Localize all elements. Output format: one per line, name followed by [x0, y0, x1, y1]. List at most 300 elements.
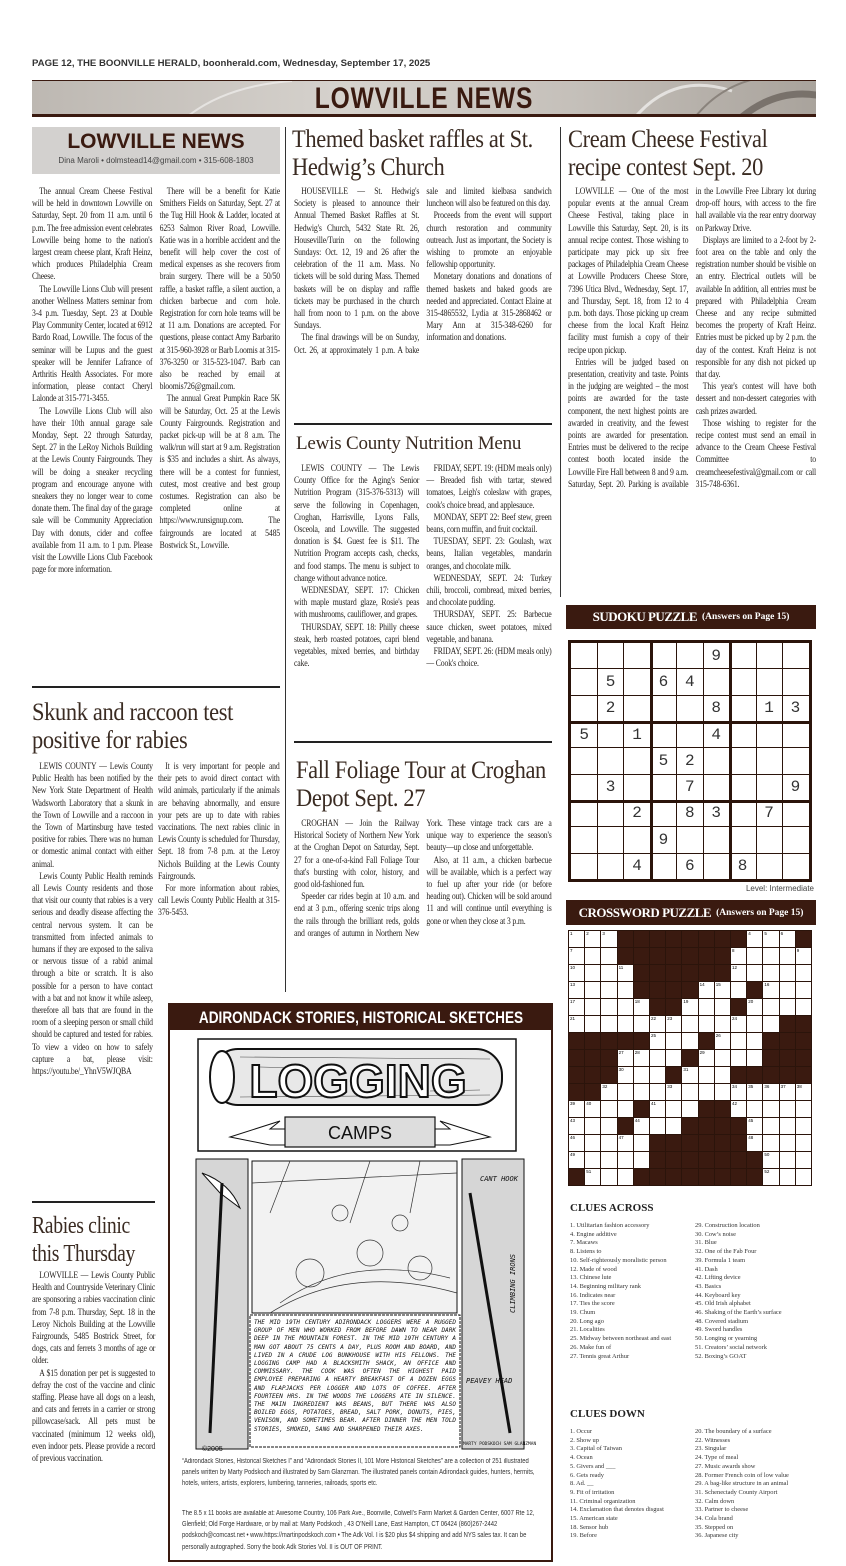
clues-down-title: CLUES DOWN — [570, 1408, 645, 1420]
clue-number: 33 — [667, 1084, 673, 1089]
crossword-black-square — [699, 931, 714, 947]
crossword-cell[interactable] — [618, 1101, 633, 1117]
crossword-black-square — [715, 931, 730, 947]
sudoku-row: 2 8 13 — [579, 699, 818, 718]
crossword-black-square — [796, 1016, 811, 1032]
crossword-cell[interactable] — [731, 1050, 746, 1066]
clue-item: 15. American state — [570, 1515, 618, 1523]
crossword-cell[interactable] — [747, 1016, 762, 1032]
crossword-cell[interactable] — [650, 1033, 665, 1049]
foliage-article — [294, 818, 552, 940]
crossword-cell[interactable] — [634, 1067, 649, 1083]
crossword-black-square — [634, 948, 649, 964]
clue-item: 28. Former French coin of low value — [695, 1471, 789, 1479]
clue-item: 16. Indicates near — [570, 1291, 616, 1299]
clue-number: 44 — [634, 1118, 640, 1123]
crossword-black-square — [796, 931, 811, 947]
clue-item: 1. Occur — [570, 1428, 593, 1435]
crossword-cell[interactable] — [650, 1118, 665, 1134]
clue-item: 32. One of the Fab Four — [695, 1248, 757, 1256]
crossword-cell[interactable] — [780, 931, 795, 947]
crossword-cell[interactable] — [650, 1016, 665, 1032]
crossword-cell[interactable] — [618, 1050, 633, 1066]
clue-item: 9. Fit of irritation — [570, 1488, 615, 1496]
crossword-cell[interactable] — [699, 1016, 714, 1032]
crossword-black-square — [699, 1033, 714, 1049]
crossword-cell[interactable] — [618, 982, 633, 998]
crossword-cell[interactable] — [715, 999, 730, 1015]
article-paragraph: Those wishing to register for the recipe contest must send an email in advance to the Cream Cheese Festival Committee to creamcheesefestival@gmail.com or call 315-748-6361. — [695, 417, 816, 490]
crossword-black-square — [618, 1033, 633, 1049]
article-paragraph: Speeder car rides begin at 10 a.m. and end at 3 p.m., offering scenic trips along the rails through the brilliant reds, golds and oranges of autumn in Northern New York. These vintage track cars are a unique way to experience the season's beauty—up close and unforgettable. — [294, 818, 552, 939]
crossword-black-square — [731, 1118, 746, 1134]
crossword-black-square — [666, 1067, 681, 1083]
clue-item: 14. Exclamation that denotes disgust — [570, 1506, 664, 1514]
crossword-black-square — [650, 1152, 665, 1168]
column-title: LOWVILLE NEWS — [67, 130, 245, 153]
crossword-cell[interactable] — [634, 1084, 649, 1100]
crossword-black-square — [699, 1118, 714, 1134]
crossword-cell[interactable] — [715, 982, 730, 998]
sudoku-grid — [568, 640, 818, 882]
clue-number: 50 — [764, 1152, 770, 1157]
adirondack-availability: The 8.5 x 11 books are available at: Awesome Country, 106 Park Ave., Boonville, Colwell’s Farm Market & Garden Center, 6007 Rte 12, Glenfield; Old Forge Hardware, or by mail at: Marty Podskoch , 43 O’Neill Lane, East Hampton, CT 06424 (860)267-2442 podskoch@comcast.net • www.https://martinpodskoch.com • The Adk Vol. I is $20 plus $4 shipping and add NYS sales tax. It can be personally autographed. Sorry the book Adk Stories Vol. II is OUT OF PRINT. — [182, 1510, 535, 1551]
crossword-cell[interactable] — [780, 1135, 795, 1151]
crossword-cell[interactable] — [650, 1067, 665, 1083]
crossword-cell[interactable] — [780, 1101, 795, 1117]
crossword-cell[interactable] — [747, 965, 762, 981]
crossword-black-square — [796, 1067, 811, 1083]
clue-number: 2 — [586, 931, 589, 936]
crossword-cell[interactable] — [763, 1152, 778, 1168]
clue-number: 31 — [683, 1067, 689, 1072]
crossword-cell[interactable] — [796, 1084, 811, 1100]
crossword-cell[interactable] — [601, 931, 616, 947]
clue-number: 38 — [796, 1084, 802, 1089]
clue-item: 35. Stepped on — [695, 1523, 734, 1531]
crossword-black-square — [650, 982, 665, 998]
sudoku-title: SUDOKU PUZZLE — [592, 609, 698, 624]
crossword-cell[interactable] — [569, 1135, 584, 1151]
article-paragraph: LEWIS COUNTY — The Lewis County Office for the Aging's Senior Nutrition Program (315-376-5313) will serve the following in Copenhagen, Croghan, Harrisville, Lyons Falls, Osceola, and Lowville. The suggested donation is $4. Guest fee is $11. The Nutrition Program accepts cash, checks, and food stamps. The menu is subject to change without advance notice. — [294, 463, 420, 584]
clue-item: 27. Tennis great Arthur — [570, 1352, 630, 1360]
clue-item: 8. Ad. __ — [570, 1480, 594, 1488]
crossword-black-square — [780, 1016, 795, 1032]
nutrition-article — [294, 463, 552, 670]
crossword-cell[interactable] — [699, 1050, 714, 1066]
crossword-black-square — [634, 982, 649, 998]
sudoku-row: 3 7 9 — [579, 778, 818, 797]
crossword-black-square — [780, 1050, 795, 1066]
article-paragraph: HOUSEVILLE — St. Hedwig's Society is pleased to announce their Annual Themed Basket Raffles at St. Hedwig's Church, 5432 State Rt. 26, Houseville/Turin on the following Sundays: Oct. 12, 19 and 26 after the celebration of the 11 a.m. Mass. No tickets will be sold during Mass. Themed baskets will be on display and raffle tickets may be purchased in the church hall from noon to 1 p.m. on the above Sundays. — [294, 186, 420, 332]
crossword-cell[interactable] — [666, 1118, 681, 1134]
basket-raffles-article — [294, 186, 552, 357]
clue-item: 27. Music awards show — [695, 1462, 756, 1470]
crossword-cell[interactable] — [634, 999, 649, 1015]
crossword-cell[interactable] — [747, 1033, 762, 1049]
crossword-black-square — [699, 948, 714, 964]
crossword-cell[interactable] — [780, 999, 795, 1015]
crossword-cell[interactable] — [585, 999, 600, 1015]
crossword-cell[interactable] — [601, 1135, 616, 1151]
crossword-cell[interactable] — [682, 1101, 697, 1117]
nutrition-headline: Lewis County Nutrition Menu — [296, 433, 522, 454]
crossword-cell[interactable] — [699, 982, 714, 998]
sudoku-row: 5 64 — [579, 673, 818, 692]
crossword-cell[interactable] — [569, 1118, 584, 1134]
crossword-black-square — [569, 1033, 584, 1049]
sudoku-level: Level: Intermediate — [745, 884, 814, 893]
clue-number: 28 — [634, 1050, 640, 1055]
crossword-black-square — [666, 1169, 681, 1185]
crossword-cell[interactable] — [682, 1033, 697, 1049]
crossword-cell[interactable] — [780, 965, 795, 981]
lowville-news-article — [32, 186, 280, 577]
crossword-black-square — [763, 1033, 778, 1049]
crossword-cell[interactable] — [747, 931, 762, 947]
crossword-cell[interactable] — [618, 1135, 633, 1151]
crossword-black-square — [666, 965, 681, 981]
crossword-black-square — [682, 982, 697, 998]
crossword-cell[interactable] — [569, 1101, 584, 1117]
crossword-black-square — [601, 1033, 616, 1049]
crossword-cell[interactable] — [747, 948, 762, 964]
crossword-cell[interactable] — [601, 1152, 616, 1168]
crossword-cell[interactable] — [682, 999, 697, 1015]
crossword-black-square — [682, 948, 697, 964]
crossword-cell[interactable] — [634, 1016, 649, 1032]
crossword-cell[interactable] — [618, 1169, 633, 1185]
crossword-cell[interactable] — [747, 1135, 762, 1151]
clue-item: 49. Sword handles — [695, 1326, 743, 1334]
crossword-cell[interactable] — [569, 1016, 584, 1032]
clue-item: 31. Blue — [695, 1239, 717, 1247]
sudoku-header — [566, 605, 816, 629]
menu-item: TUESDAY, SEPT. 23: Goulash, wax beans, Italian vegetables, mandarin oranges, and chocolate milk. — [426, 536, 552, 572]
crossword-cell[interactable] — [699, 999, 714, 1015]
article-paragraph: The annual Cream Cheese Festival will be held in downtown Lowville on Saturday, Sept. 20 from 11 a.m. until 6 p.m. The free admission event celebrates Lowville being home to the nation's largest cream cheese plant, Kraft Heinz, which produces Philadelphia Cream Cheese. — [32, 186, 153, 283]
crossword-cell[interactable] — [747, 1118, 762, 1134]
clue-number: 36 — [764, 1084, 770, 1089]
article-paragraph: Also, at 11 a.m., a chicken barbecue will be available, which is a perfect way to fuel up after your ride (or before heading out). Chicken will be sold around 11 and will continue until everything is gone or when they close at 3 p.m. — [426, 854, 552, 927]
crossword-cell[interactable] — [601, 1118, 616, 1134]
crossword-cell[interactable] — [763, 1118, 778, 1134]
sudoku-row: 9 — [579, 647, 818, 665]
cartoon-credit: MARTY PODSKOCH SAM GLANZMAN — [463, 1442, 537, 1447]
skunk-headline: Skunk and raccoon test positive for rabies — [32, 697, 234, 754]
crossword-black-square — [650, 999, 665, 1015]
article-paragraph: The Lowville Lions Club will present another Wellness Matters seminar from 3-4 p.m. Tuesday, Sept. 23 at Double Play Community Center, located at 6912 Bardo Road, Lowville. The focus of the seminar will be Lupus and the guest speaker will be Jennifer Lafrance of Arthritis Health Associates. For more information, please contact Cheryl Lalonde at 315-771-3455. — [32, 283, 153, 405]
crossword-black-square — [650, 948, 665, 964]
article-paragraph: It is very important for people and their pets to avoid direct contact with wild animals, particularly if the animals are behaving abnormally, and ensure your pets are up to date with rabies vaccinations. The next rabies clinic in Lewis County is scheduled for Thursday, Sept. 18 from 7-8 p.m. at the Leroy Nichols Building at the Lewis County Fairgrounds. — [158, 761, 280, 882]
clue-number: 37 — [780, 1084, 786, 1089]
crossword-cell[interactable] — [699, 1084, 714, 1100]
clue-item: 19. Before — [570, 1532, 597, 1540]
clue-item: 4. Engine additive — [570, 1230, 617, 1238]
crossword-cell[interactable] — [585, 1135, 600, 1151]
crossword-answers-note: (Answers on Page 15) — [716, 907, 804, 918]
crossword-cell[interactable] — [731, 948, 746, 964]
crossword-cell[interactable] — [585, 1118, 600, 1134]
crossword-black-square — [682, 1169, 697, 1185]
crossword-cell[interactable] — [780, 1169, 795, 1185]
crossword-cell[interactable] — [763, 1016, 778, 1032]
crossword-cell[interactable] — [650, 1084, 665, 1100]
crossword-cell[interactable] — [650, 1101, 665, 1117]
crossword-cell[interactable] — [715, 1067, 730, 1083]
article-paragraph: The annual Great Pumpkin Race 5K will be Saturday, Oct. 25 at the Lewis County Fairgrounds. Registration and packet pick-up will be at 8 a.m. The walk/run will start at 9 a.m. Registration is $35 and includes a shirt. As always, there will be a contest for funniest, cutest, most creative and best group costumes. Registration can also be completed online at https://www.runsignup.com. The fairgrounds are located at 5485 Bostwick St., Lowville. — [159, 393, 280, 551]
sudoku-row: 2 83 7 — [579, 804, 818, 823]
clue-number: 32 — [602, 1084, 608, 1089]
clue-item: 31. Schenectady County Airport — [695, 1488, 778, 1496]
crossword-black-square — [666, 1135, 681, 1151]
clue-list — [570, 1428, 695, 1541]
cartoon-subtitle: CAMPS — [327, 1123, 393, 1143]
crossword-black-square — [699, 1152, 714, 1168]
crossword-cell[interactable] — [601, 1101, 616, 1117]
skunk-article-left — [32, 761, 153, 1078]
crossword-cell[interactable] — [731, 1033, 746, 1049]
crossword-cell[interactable] — [585, 1101, 600, 1117]
crossword-cell[interactable] — [796, 1169, 811, 1185]
crossword-cell[interactable] — [763, 931, 778, 947]
clue-number: 16 — [764, 982, 770, 987]
crossword-cell[interactable] — [796, 1135, 811, 1151]
clue-item: 24. Type of meal — [695, 1454, 739, 1462]
clue-item: 8. Listens to — [570, 1248, 602, 1256]
clue-item: 19. Chum — [570, 1309, 596, 1317]
clues-down — [570, 1408, 820, 1541]
crossword-cell[interactable] — [682, 1084, 697, 1100]
menu-item: THURSDAY, SEPT. 25: Barbecue sauce chicken, sweet potatoes, mixed vegetable, and banana. — [426, 609, 552, 645]
clue-number: 13 — [570, 982, 576, 987]
crossword-cell[interactable] — [731, 1016, 746, 1032]
crossword-cell[interactable] — [666, 1084, 681, 1100]
article-paragraph: CROGHAN — Join the Railway Historical Society of Northern New York at the Croghan Depot on Saturday, Sept. 27 for a one-of-a-kind Fall Foliage Tour that's bursting with color, history, and good old-fashioned fun. — [294, 818, 420, 891]
article-paragraph: This year's contest will have both dessert and non-dessert categories with cash prizes awarded. — [695, 381, 816, 417]
crossword-cell[interactable] — [780, 1118, 795, 1134]
adirondack-stories-box — [168, 1003, 553, 1562]
foliage-headline: Fall Foliage Tour at Croghan Depot Sept. 27 — [296, 755, 546, 812]
crossword-cell[interactable] — [747, 999, 762, 1015]
crossword-black-square — [666, 1152, 681, 1168]
crossword-cell[interactable] — [780, 982, 795, 998]
crossword-cell[interactable] — [569, 999, 584, 1015]
clue-list — [570, 1222, 695, 1361]
cartoon-copyright: ©2005 — [202, 1446, 223, 1453]
clue-item: 7. Macaws — [570, 1239, 598, 1247]
crossword-cell[interactable] — [666, 1033, 681, 1049]
clue-number: 29 — [699, 1050, 705, 1055]
crossword-cell[interactable] — [601, 982, 616, 998]
crossword-cell[interactable] — [731, 1084, 746, 1100]
clue-number: 34 — [731, 1084, 737, 1089]
clue-number: 30 — [618, 1067, 624, 1072]
crossword-cell[interactable] — [763, 982, 778, 998]
crossword-black-square — [715, 1135, 730, 1151]
article-paragraph: There will be a benefit for Katie Smithers Fields on Saturday, Sept. 27 at the Tug Hill Hook & Ladder, located at 6253 Salmon River Road, Lowville. Katie was in a horrible accident and the benefit will help cover the cost of medical expenses as she recovers from brain surgery. There will be a 50/50 raffle, a basket raffle, a silent auction, a chicken barbecue and corn hole. Registration for corn hole teams will be at 11 a.m. Donations are accepted. For questions, please contact Amy Barbarito at 315-960-3928 or Barb Loomis at 315-376-3250 or 315-523-1047. Barb can also be reached by email at bloomis726@gmail.com. — [159, 186, 280, 393]
crossword-cell[interactable] — [796, 1152, 811, 1168]
crossword-black-square — [569, 1169, 584, 1185]
crossword-cell[interactable] — [780, 1084, 795, 1100]
columnist-box — [32, 127, 280, 174]
clue-list — [695, 1428, 820, 1541]
menu-item: MONDAY, SEPT 22: Beef stew, green beans, corn muffin, and fruit cocktail. — [426, 511, 552, 536]
crossword-cell[interactable] — [634, 1050, 649, 1066]
crossword-black-square — [634, 1033, 649, 1049]
clue-item: 14. Beginning military rank — [570, 1282, 641, 1290]
crossword-cell[interactable] — [618, 1152, 633, 1168]
crossword-cell[interactable] — [634, 1135, 649, 1151]
crossword-cell[interactable] — [585, 1152, 600, 1168]
clue-item: 48. Covered stadium — [695, 1317, 749, 1325]
crossword-cell[interactable] — [796, 1118, 811, 1134]
crossword-black-square — [585, 1050, 600, 1066]
crossword-cell[interactable] — [699, 1067, 714, 1083]
crossword-cell[interactable] — [585, 948, 600, 964]
crossword-cell[interactable] — [731, 1101, 746, 1117]
page-folio: PAGE 12, THE BOONVILLE HERALD, boonherald.com, Wednesday, September 17, 2025 — [32, 58, 431, 69]
crossword-black-square — [796, 1050, 811, 1066]
crossword-black-square — [780, 1067, 795, 1083]
crossword-cell[interactable] — [585, 1169, 600, 1185]
crossword-cell[interactable] — [618, 1067, 633, 1083]
crossword-cell[interactable] — [601, 965, 616, 981]
clue-item: 11. Criminal organization — [570, 1497, 636, 1505]
clue-number: 3 — [602, 931, 605, 936]
crossword-black-square — [618, 948, 633, 964]
crossword-cell[interactable] — [763, 1101, 778, 1117]
crossword-cell[interactable] — [747, 1050, 762, 1066]
clues-across-title: CLUES ACROSS — [570, 1202, 654, 1214]
sudoku-row: 4 6 8 — [579, 856, 818, 875]
clue-item: 12. Made of wood — [570, 1265, 617, 1273]
crossword-cell[interactable] — [715, 1033, 730, 1049]
clue-number: 23 — [667, 1016, 673, 1021]
crossword-cell[interactable] — [763, 965, 778, 981]
crossword-cell[interactable] — [763, 999, 778, 1015]
clue-number: 22 — [650, 1016, 656, 1021]
column-rule — [285, 127, 286, 992]
crossword-cell[interactable] — [569, 982, 584, 998]
crossword-cell[interactable] — [569, 1152, 584, 1168]
crossword-black-square — [731, 1135, 746, 1151]
crossword-cell[interactable] — [618, 965, 633, 981]
crossword-cell[interactable] — [763, 1084, 778, 1100]
crossword-cell[interactable] — [569, 948, 584, 964]
sudoku-row: 9 — [579, 830, 818, 849]
crossword-black-square — [715, 1101, 730, 1117]
crossword-cell[interactable] — [715, 1084, 730, 1100]
crossword-cell[interactable] — [585, 965, 600, 981]
crossword-black-square — [585, 1033, 600, 1049]
crossword-cell[interactable] — [601, 1169, 616, 1185]
crossword-cell[interactable] — [796, 948, 811, 964]
crossword-cell[interactable] — [763, 948, 778, 964]
crossword-black-square — [682, 1050, 697, 1066]
crossword-cell[interactable] — [796, 1101, 811, 1117]
clue-item: 21. Localities — [570, 1326, 605, 1334]
crossword-black-square — [747, 1067, 762, 1083]
crossword-cell[interactable] — [666, 1016, 681, 1032]
clue-item: 36. Japanese city — [695, 1532, 739, 1540]
crossword-cell[interactable] — [715, 1016, 730, 1032]
crossword-cell[interactable] — [585, 982, 600, 998]
clue-item: 5. Givers and ___ — [570, 1462, 616, 1470]
crossword-cell[interactable] — [747, 1101, 762, 1117]
adirondack-header — [170, 1005, 551, 1030]
crossword-cell[interactable] — [666, 1101, 681, 1117]
clue-item: 44. Keyboard key — [695, 1291, 741, 1299]
crossword-cell[interactable] — [634, 1152, 649, 1168]
crossword-cell[interactable] — [763, 1169, 778, 1185]
crossword-cell[interactable] — [682, 1016, 697, 1032]
clue-number: 43 — [570, 1118, 576, 1123]
crossword-cell[interactable] — [731, 982, 746, 998]
clue-number: 9 — [796, 948, 800, 953]
article-paragraph: Lewis County Public Health reminds all Lewis County residents and those that visit our county that rabies is a very serious and deadly disease affecting the central nervous system. It can be transmitted from infected animals to humans if they are exposed to the saliva or nervous tissue of a rabid animal through a bite or scratch. It is also possible for a person to have contact with a bat and not know it while asleep, therefore all bats that are found in the room of a sleeping person or small child should be captured and tested for rabies. To view a video on how to safely capture a bat, please visit: https://youtu.be/_YhnV5WJQBA — [32, 870, 153, 1078]
clue-number: 21 — [570, 1016, 576, 1021]
crossword-cell[interactable] — [747, 1084, 762, 1100]
adirondack-caption: “Adirondack Stories, Historical Sketches I” and “Adirondack Stories II, 101 More Historical Sketches” are a collection of 251 illustrated panels written by Marty Podskoch and illustrated by Sam Glanzman. The illustrated panels contain Adirondack guides, hunters, hermits, hotels, writers, artists, explorers, lumbering, tanneries, railroads, sports etc. — [182, 1458, 535, 1488]
crossword-cell[interactable] — [585, 1016, 600, 1032]
crossword-cell[interactable] — [601, 1084, 616, 1100]
clue-number: 41 — [650, 1101, 656, 1106]
adirondack-header-title: ADIRONDACK STORIES, HISTORICAL SKETCHES — [198, 1008, 523, 1027]
crossword-black-square — [601, 1050, 616, 1066]
crossword-cell[interactable] — [796, 999, 811, 1015]
crossword-cell[interactable] — [650, 1050, 665, 1066]
crossword-black-square — [650, 931, 665, 947]
crossword-black-square — [731, 1067, 746, 1083]
crossword-cell[interactable] — [715, 1050, 730, 1066]
clue-item: 34. Cola brand — [695, 1515, 733, 1523]
crossword-black-square — [650, 965, 665, 981]
crossword-black-square — [682, 1118, 697, 1134]
crossword-cell[interactable] — [601, 948, 616, 964]
article-paragraph: LOWVILLE — Lewis County Public Health and Countryside Veterinary Clinic are sponsoring a rabies vaccination clinic from 7-8 p.m. Thursday, Sept. 18 in the Leroy Nichols Building at the Lowville Fairgrounds, 5485 Bostrick Street, for dogs, cats and ferrets 3 months of age or older. — [32, 1270, 156, 1367]
cream-cheese-headline: Cream Cheese Festival recipe contest Sept. 20 — [568, 124, 768, 181]
crossword-cell[interactable] — [601, 1016, 616, 1032]
crossword-cell[interactable] — [780, 948, 795, 964]
clue-number: 7 — [570, 948, 573, 953]
crossword-cell[interactable] — [796, 965, 811, 981]
crossword-cell[interactable] — [569, 965, 584, 981]
crossword-cell[interactable] — [666, 1050, 681, 1066]
crossword-cell[interactable] — [731, 965, 746, 981]
crossword-cell[interactable] — [618, 999, 633, 1015]
clue-number: 14 — [699, 982, 705, 987]
crossword-black-square — [650, 1169, 665, 1185]
crossword-cell[interactable] — [682, 1067, 697, 1083]
crossword-cell[interactable] — [618, 1084, 633, 1100]
crossword-cell[interactable] — [763, 1135, 778, 1151]
crossword-cell[interactable] — [634, 1118, 649, 1134]
crossword-black-square — [747, 1152, 762, 1168]
crossword-black-square — [699, 1135, 714, 1151]
crossword-cell[interactable] — [601, 999, 616, 1015]
sudoku-row: 52 — [579, 751, 818, 770]
crossword-cell[interactable] — [796, 982, 811, 998]
cartoon-story-text: THE MID 19TH CENTURY ADIRONDACK LOGGERS WERE A RUGGED GROUP OF MEN WHO WORKED FROM BEFORE DAWN TO NEAR DARK DEEP IN THE MOUNTAIN FOREST. IN THE MID 19TH CENTURY A MAN GOT ABOUT 75 CENTS A DAY, PLUS ROOM AND BOARD, AND LIVED IN A CRUDE LOG BUNKHOUSE WITH HIS FELLOWS. THE LOGGING CAMP HAD A BLACKSMITH SHACK, AN OFFICE AND COMMISSARY. THE COOK WAS OFTEN THE HIGHEST PAID EMPLOYEE PREPARING A HEARTY BREAKFAST OF A DOZEN EGGS AND FLAPJACKS PER LOGGER AND LOTS OF COFFEE. AFTER FOURTEEN HRS. IN THE WOODS THE LOGGERS ATE IN SILENCE. THE MAIN INGREDIENT WAS BEANS, BUT THERE WAS ALSO BOILED EGGS, POTATOES, BREAD, SALT PORK, DONUTS, PIES, VENISON, AND SOMETIMES BEAR. AFTER DINNER THE MEN TOLD STORIES, SMOKED, SANG AND SHARPENED THEIR AXES. — [254, 1319, 456, 1433]
rabies-clinic-headline: Rabies clinic this Thursday — [32, 1213, 136, 1267]
crossword-cell[interactable] — [618, 1016, 633, 1032]
crossword-cell[interactable] — [585, 931, 600, 947]
crossword-cell[interactable] — [569, 931, 584, 947]
crossword-grid — [568, 930, 812, 1186]
basket-raffles-headline: Themed basket raffles at St. Hedwig’s Church — [292, 124, 533, 181]
crossword-cell[interactable] — [780, 1152, 795, 1168]
